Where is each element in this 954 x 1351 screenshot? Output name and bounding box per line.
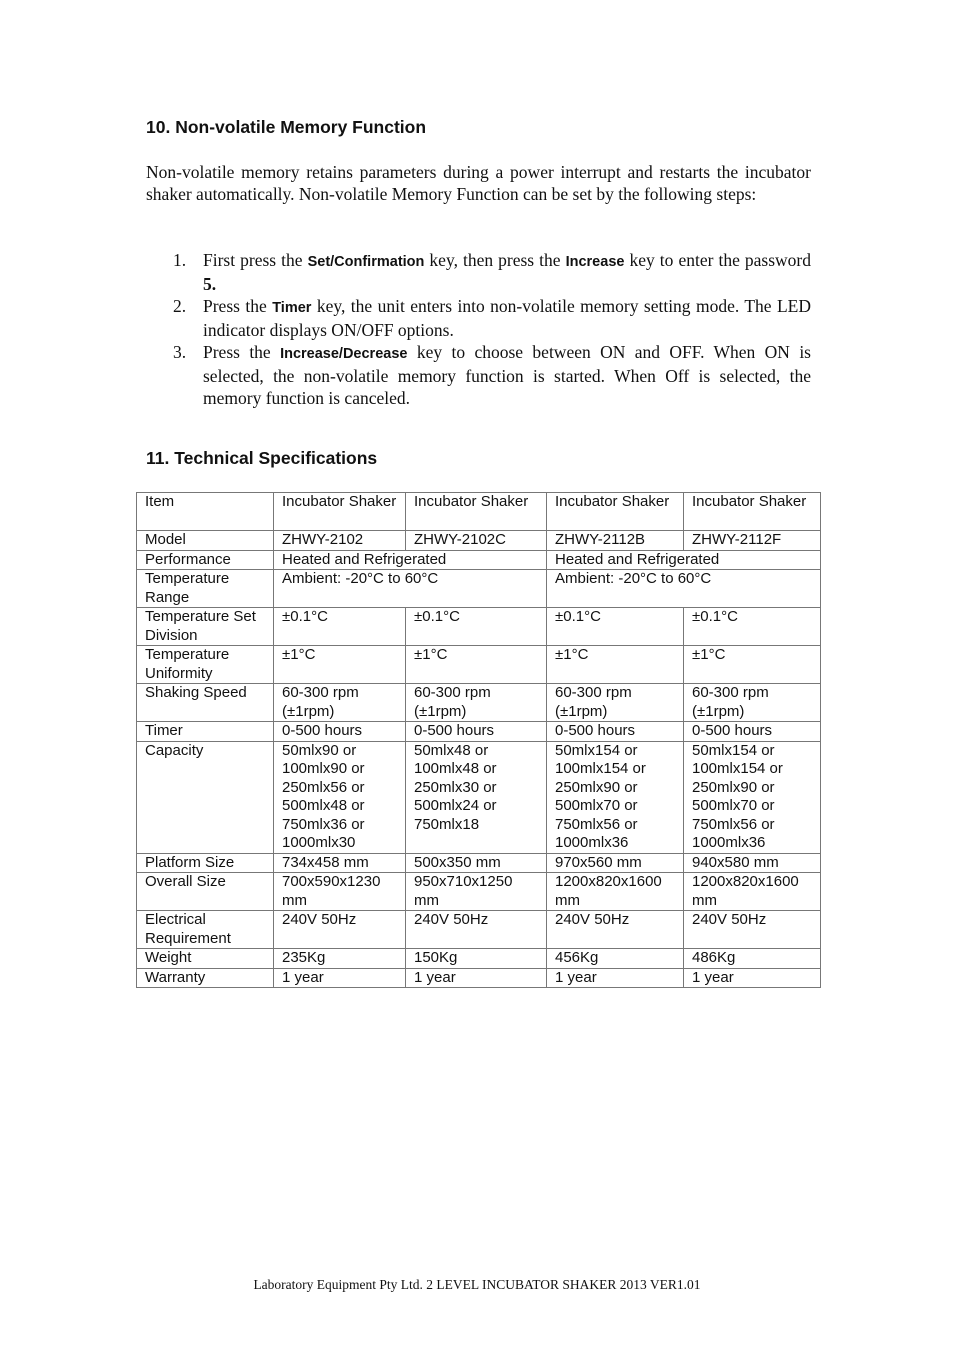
table-cell: 1200x820x1600 mm — [684, 873, 821, 911]
table-cell: Shaking Speed — [137, 684, 274, 722]
table-cell: ±0.1°C — [406, 608, 547, 646]
table-cell: 50mlx90 or 100mlx90 or 250mlx56 or 500mlx48 or 750mlx36 or 1000mlx30 — [274, 741, 406, 853]
table-cell: Electrical Requirement — [137, 911, 274, 949]
section-10-heading: 10. Non-volatile Memory Function — [146, 117, 427, 137]
table-cell: 60-300 rpm (±1rpm) — [274, 684, 406, 722]
table-cell: ±1°C — [547, 646, 684, 684]
step-3: 3. Press the Increase/Decrease key to choose between ON and OFF. When ON is selected, the non-volatile memory function is started. When Off is selected, the memory function is canceled. — [173, 342, 811, 408]
table-cell: 700x590x1230 mm — [274, 873, 406, 911]
table-cell: 734x458 mm — [274, 853, 406, 873]
table-cell: Incubator Shaker — [406, 493, 547, 531]
table-cell: 0-500 hours — [684, 722, 821, 742]
spec-table — [136, 492, 821, 988]
table-cell: Platform Size — [137, 853, 274, 873]
table-cell: 500x350 mm — [406, 853, 547, 873]
table-cell: 240V 50Hz — [406, 911, 547, 949]
table-cell: ZHWY-2102 — [274, 531, 406, 551]
table-cell: 486Kg — [684, 949, 821, 969]
table-row — [137, 646, 821, 684]
key-name: Timer — [272, 300, 312, 316]
table-cell: Overall Size — [137, 873, 274, 911]
table-cell: ±1°C — [406, 646, 547, 684]
table-cell: Item — [137, 493, 274, 531]
table-cell: 456Kg — [547, 949, 684, 969]
table-cell: ZHWY-2102C — [406, 531, 547, 551]
page-footer: Laboratory Equipment Pty Ltd. 2 LEVEL INCUBATOR SHAKER 2013 VER1.01 — [253, 1277, 701, 1292]
key-name: Increase/Decrease — [280, 346, 408, 362]
table-cell: 235Kg — [274, 949, 406, 969]
table-cell: ZHWY-2112B — [547, 531, 684, 551]
table-row — [137, 570, 821, 608]
table-cell: 0-500 hours — [274, 722, 406, 742]
section-10-intro: Non-volatile memory retains parameters during a power interrupt and restarts the incubator shaker automatically. Non-volatile Memory Function can be set by the following steps: — [146, 162, 811, 204]
table-cell: Performance — [137, 550, 274, 570]
table-cell: Temperature Uniformity — [137, 646, 274, 684]
table-cell: Timer — [137, 722, 274, 742]
step-2: 2. Press the Timer key, the unit enters into non-volatile memory setting mode. The LED indicator displays ON/OFF options. — [173, 296, 812, 340]
steps-list — [146, 249, 811, 409]
table-cell: ±1°C — [684, 646, 821, 684]
table-cell: 60-300 rpm (±1rpm) — [684, 684, 821, 722]
table-cell: 1 year — [406, 968, 547, 988]
table-cell: Ambient: -20°C to 60°C — [547, 570, 821, 608]
table-cell: ±0.1°C — [274, 608, 406, 646]
table-row — [137, 741, 821, 853]
table-cell: 1 year — [547, 968, 684, 988]
table-cell: ±0.1°C — [547, 608, 684, 646]
step-number: 3. — [173, 342, 187, 362]
table-cell: 50mlx154 or 100mlx154 or 250mlx90 or 500mlx70 or 750mlx56 or 1000mlx36 — [684, 741, 821, 853]
table-cell: 940x580 mm — [684, 853, 821, 873]
table-row — [137, 911, 821, 949]
table-row — [137, 873, 821, 911]
table-row — [137, 949, 821, 969]
table-cell: Temperature Range — [137, 570, 274, 608]
step-number: 2. — [173, 296, 187, 316]
table-cell: Weight — [137, 949, 274, 969]
table-cell: 240V 50Hz — [547, 911, 684, 949]
table-cell: Incubator Shaker — [274, 493, 406, 531]
key-name: Set/Confirmation — [307, 254, 425, 270]
table-cell: ±1°C — [274, 646, 406, 684]
table-cell: Heated and Refrigerated — [274, 550, 547, 570]
table-cell: 1 year — [684, 968, 821, 988]
table-cell: 240V 50Hz — [274, 911, 406, 949]
table-cell: 50mlx154 or 100mlx154 or 250mlx90 or 500mlx70 or 750mlx56 or 1000mlx36 — [547, 741, 684, 853]
table-cell: 0-500 hours — [406, 722, 547, 742]
table-cell: Capacity — [137, 741, 274, 853]
table-cell: ZHWY-2112F — [684, 531, 821, 551]
table-row — [137, 968, 821, 988]
table-cell: 950x710x1250 mm — [406, 873, 547, 911]
table-cell: 240V 50Hz — [684, 911, 821, 949]
table-cell: 60-300 rpm (±1rpm) — [406, 684, 547, 722]
table-cell: Incubator Shaker — [684, 493, 821, 531]
table-row — [137, 493, 821, 531]
table-row — [137, 722, 821, 742]
table-row — [137, 531, 821, 551]
table-row — [137, 684, 821, 722]
password-value: 5. — [203, 274, 217, 294]
table-cell: Warranty — [137, 968, 274, 988]
table-row — [137, 608, 821, 646]
table-cell: 1200x820x1600 mm — [547, 873, 684, 911]
step-number: 1. — [173, 250, 187, 270]
key-name: Increase — [565, 254, 625, 270]
table-cell: 1 year — [274, 968, 406, 988]
table-cell: 970x560 mm — [547, 853, 684, 873]
section-11-heading: 11. Technical Specifications — [146, 448, 378, 468]
table-cell: 150Kg — [406, 949, 547, 969]
table-cell: 0-500 hours — [547, 722, 684, 742]
table-row — [137, 550, 821, 570]
table-cell: Ambient: -20°C to 60°C — [274, 570, 547, 608]
table-cell: 60-300 rpm (±1rpm) — [547, 684, 684, 722]
table-cell: ±0.1°C — [684, 608, 821, 646]
table-cell: Temperature Set Division — [137, 608, 274, 646]
table-cell: Heated and Refrigerated — [547, 550, 821, 570]
table-cell: 50mlx48 or 100mlx48 or 250mlx30 or 500mlx24 or 750mlx18 — [406, 741, 547, 853]
table-row — [137, 853, 821, 873]
table-cell: Model — [137, 531, 274, 551]
table-cell: Incubator Shaker — [547, 493, 684, 531]
step-1: 1. First press the Set/Confirmation key, then press the Increase key to enter the password 5. — [173, 250, 812, 294]
